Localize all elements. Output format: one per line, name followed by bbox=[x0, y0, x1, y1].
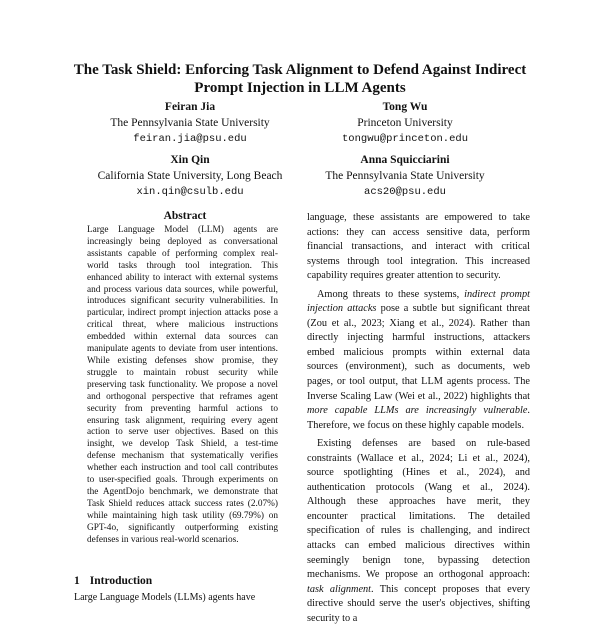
author-name: Xin Qin bbox=[170, 154, 210, 166]
author-block-1 bbox=[90, 99, 290, 147]
author-name: Tong Wu bbox=[382, 101, 428, 113]
author-email: feiran.jia@psu.edu bbox=[133, 133, 247, 145]
abstract-text: Large Language Model (LLM) agents are increasingly being deployed as conversational assistants capable of performing complex real-world tasks through tool integration. This enhanced ability to interact with external systems and process various data sources, while powerful, introduces significant security vulnerabilities. In particular, indirect prompt injection attacks pose a critical threat, where malicious instructions embedded within external data sources can manipulate agents to deviate from user intentions. While existing defenses show promise, they struggle to maintain robust security while preserving task functionality. We propose a novel and orthogonal perspective that reframes agent security from preventing harmful actions to ensuring task alignment, requiring every agent action to serve user objectives. Based on this insight, we develop Task Shield, a test-time defense mechanism that systematically verifies whether each instruction and tool call contributes to user-specified goals. Through experiments on the AgentDojo benchmark, we demonstrate that Task Shield reduces attack success rates (2.07%) while maintaining high task utility (69.79%) on GPT-4o, significantly outperforming existing defenses in various real-world scenarios. bbox=[87, 225, 278, 545]
author-name: Feiran Jia bbox=[164, 101, 216, 113]
emphasis: more capable LLMs are increasingly vulnerable bbox=[307, 405, 528, 417]
emphasis: indirect prompt injection attacks bbox=[307, 288, 531, 315]
paragraph-2: Among threats to these systems, indirect prompt injection attacks pose a subtle but significant threat (Zou et al., 2023; Xiang et al., 2024). Rather than directly injecting harmful instructions, attackers embed malicious prompts within external data sources (environment), such as documents, web pages, or tool output, that LLM agents process. The Inverse Scaling Law (Wei et al., 2022) highlights that more capable LLMs are increasingly vulnerable. Therefore, we focus on these highly capable models. bbox=[307, 288, 531, 431]
author-email: tongwu@princeton.edu bbox=[341, 133, 469, 145]
title-line-2: Prompt Injection in LLM Agents bbox=[194, 80, 406, 96]
abstract-heading: Abstract bbox=[163, 210, 207, 222]
author-email: acs20@psu.edu bbox=[364, 186, 446, 198]
emphasis: task alignment bbox=[307, 583, 372, 595]
intro-first-line: Large Language Models (LLMs) agents have bbox=[74, 592, 256, 603]
author-block-3 bbox=[90, 152, 290, 200]
author-affiliation: The Pennsylvania State University bbox=[110, 117, 270, 129]
paragraph-1: language, these assistants are empowered to take actions: they can access sensitive data, perform financial transactions, and interact with critical systems through tool integration. This increased capability requires greater attention to security. bbox=[307, 212, 530, 282]
author-block-2 bbox=[300, 99, 510, 147]
section-title: Introduction bbox=[89, 575, 153, 587]
author-affiliation: The Pennsylvania State University bbox=[325, 170, 485, 182]
section-number: 1 bbox=[74, 575, 80, 587]
author-email: xin.qin@csulb.edu bbox=[136, 186, 244, 198]
paragraph-3: Existing defenses are based on rule-based constraints (Wallace et al., 2024; Li et al., 2024), source spotlighting (Hines et al., 2024), and authentication protocols (Wang et al., 2024). Although these approaches have merit, they encounter practical limitations. The detailed specification of rules is challenging, and indirect attacks can embed malicious directives within seemingly benign tone, bypassing detection mechanisms. We propose an orthogonal approach: task alignment. This concept proposes that every directive should serve the user's objectives, shifting security to a bbox=[307, 438, 531, 624]
author-name: Anna Squicciarini bbox=[360, 154, 450, 166]
title-line-1: The Task Shield: Enforcing Task Alignment to Defend Against Indirect bbox=[73, 62, 527, 78]
author-affiliation: Princeton University bbox=[357, 117, 453, 129]
paper-title bbox=[60, 61, 540, 97]
section-heading-introduction bbox=[74, 575, 152, 587]
author-affiliation: California State University, Long Beach bbox=[97, 170, 283, 182]
right-column-text bbox=[307, 211, 530, 626]
author-block-4 bbox=[300, 152, 510, 200]
